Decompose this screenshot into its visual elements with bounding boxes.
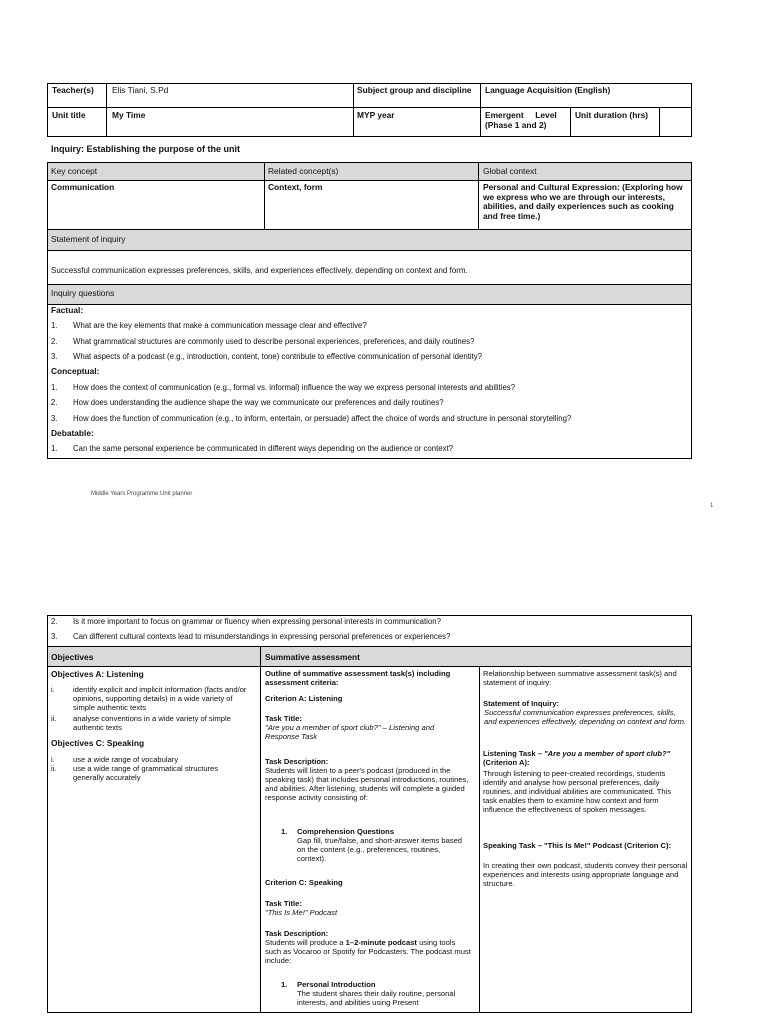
relationship-title: Relationship between summative assessment task(s) and statement of inquiry: [483,669,677,687]
outline-title: Outline of summative assessment task(s) including assessment criteria: [265,669,451,687]
objective-c-title: Objectives C: Speaking [51,738,145,748]
unit-title-value: My Time [112,110,146,120]
obj-c-2-text: use a wide range of grammatical structures generally accurately [73,764,219,782]
page-number: 1 [710,503,714,509]
subject-value: Language Acquisition (English) [485,85,611,95]
task-a-title-label: Task Title: [265,714,302,723]
subject-label: Subject group and discipline [357,85,472,95]
myp-year-value: Emergent Level (Phase 1 and 2) [485,110,560,130]
key-concept-value: Communication [51,182,115,192]
factual-label: Factual: [51,305,84,315]
debatable-3-text: Can different cultural contexts lead to misunderstandings in expressing personal preferences or experiences? [73,632,451,641]
obj-a-1-text: identify explicit and implicit information (facts and/or opinions, supporting details) in a wide variety of simple authentic texts [73,685,247,712]
task-c-item-num: 1. [281,980,288,989]
obj-a-1-num: i. [51,685,55,694]
rel-listening-label-italic: "Are you a member of sport club?" [544,749,671,758]
inquiry-questions-header: Inquiry questions [51,288,115,298]
rel-listening-text: Through listening to peer-created recordings, students identify and analyse how personal preferences, daily routines, and individual abilities are communicated. This task enables them to examine how context and form influence the effectiveness of spoken messages. [483,769,672,814]
statement-of-inquiry-header: Statement of inquiry [51,234,126,244]
obj-a-2-text: analyse conventions in a wide variety of simple authentic texts [73,714,231,732]
header-table-bottom-border [47,136,692,137]
related-concept-value: Context, form [268,182,323,192]
factual-2-num: 2. [51,337,58,346]
debatable-label: Debatable: [51,428,94,438]
rel-listening-label [483,749,688,767]
criterion-a-label: Criterion A: Listening [265,694,343,703]
obj-a-2-num: ii. [51,714,57,723]
rel-speaking-text: In creating their own podcast, students convey their personal experiences and interests using appropriate language and structure. [483,861,688,888]
rel-listening-label-pre: Listening Task – [483,749,545,758]
global-context-value: Personal and Cultural Expression: (Exploring how we express who we are through our interests, abilities, and daily experiences such as cooking and free time.) [483,182,683,221]
task-a-title: "Are you a member of sport club?" – Listening and Response Task [265,723,435,741]
unit-duration-label: Unit duration (hrs) [575,110,649,120]
task-c-desc-post: using tools such as Vocaroo or Spotify for Podcasters. The podcast must include: [265,938,471,965]
factual-3-text: What aspects of a podcast (e.g., introduction, content, tone) contribute to effective communication of personal identity? [73,352,482,361]
conceptual-label: Conceptual: [51,366,100,376]
debatable-1-num: 1. [51,444,58,453]
task-c-title-label: Task Title: [265,899,302,908]
conceptual-1-num: 1. [51,383,58,392]
debatable-1-text: Can the same personal experience be communicated in different ways depending on the audience or context? [73,444,453,453]
task-a-item-text: Gap fill, true/false, and short-answer items based on the content (e.g., preferences, routines, context). [297,836,463,863]
conceptual-2-num: 2. [51,398,58,407]
header-table-top-border [47,83,692,84]
inquiry-heading: Inquiry: Establishing the purpose of the unit [51,144,240,154]
task-c-desc-bold: 1–2-minute podcast [345,938,417,947]
debatable-2-text: Is it more important to focus on grammar or fluency when expressing personal interests in communication? [73,617,441,626]
factual-3-num: 3. [51,352,58,361]
objective-a-title: Objectives A: Listening [51,669,144,679]
key-concept-header: Key concept [51,166,98,176]
task-c-item-text: The student shares their daily routine, personal interests, and abilities using Present [297,989,456,1007]
factual-1-num: 1. [51,321,58,330]
conceptual-3-text: How does the function of communication (e.g., to inform, entertain, or persuade) affect the choice of words and structure in personal storytelling? [73,414,572,423]
rel-soi-text: Successful communication expresses preferences, skills, and experiences effectively, depending on context and form. [484,708,687,726]
unit-title-label: Unit title [52,110,86,120]
teacher-label: Teacher(s) [52,85,94,95]
task-c-desc-pre: Students will produce a [265,938,346,947]
task-a-item-num: 1. [281,827,288,836]
criterion-c-label: Criterion C: Speaking [265,878,343,887]
task-a-desc-label: Task Description: [265,757,329,766]
task-c-description [265,938,473,965]
factual-1-text: What are the key elements that make a communication message clear and effective? [73,321,367,330]
conceptual-2-text: How does understanding the audience shape the way we communicate our preferences and daily routines? [73,398,444,407]
conceptual-3-num: 3. [51,414,58,423]
obj-c-1-text: use a wide range of vocabulary [73,755,179,764]
teacher-value: Elis Tiani, S.Pd [112,85,169,95]
myp-year-label: MYP year [357,110,395,120]
debatable-3-num: 3. [51,632,58,641]
task-c-desc-label: Task Description: [265,929,329,938]
conceptual-1-text: How does the context of communication (e.g., formal vs. informal) influence the way we express personal interests and abilities? [73,383,516,392]
statement-of-inquiry-text: Successful communication expresses preferences, skills, and experiences effectively, depending on context and form. [51,266,468,275]
global-context-header: Global context [483,166,537,176]
task-c-item-title: Personal Introduction [297,980,376,989]
obj-c-2-num: ii. [51,764,57,773]
task-c-title: "This Is Me!" Podcast [265,908,338,917]
debatable-2-num: 2. [51,617,58,626]
summative-assessment-header: Summative assessment [265,652,360,662]
task-a-item-title: Comprehension Questions [297,827,395,836]
rel-soi-label: Statement of Inquiry: [483,699,559,708]
rel-speaking-label: Speaking Task – "This Is Me!" Podcast (Criterion C): [483,841,672,850]
obj-c-1-num: i. [51,755,55,764]
rel-listening-label-post: (Criterion A): [483,758,530,767]
page-footer: Middle Years Programme Unit planner [91,491,193,497]
objectives-header: Objectives [51,652,94,662]
header-table-mid-border [47,107,692,108]
factual-2-text: What grammatical structures are commonly used to describe personal experiences, preferences, and daily routines? [73,337,475,346]
related-concept-header: Related concept(s) [268,166,339,176]
task-a-description: Students will listen to a peer's podcast (produced in the speaking task) that includes personal introductions, routines, and abilities. After listening, students will complete a guided response activity consisting of: [265,766,469,802]
